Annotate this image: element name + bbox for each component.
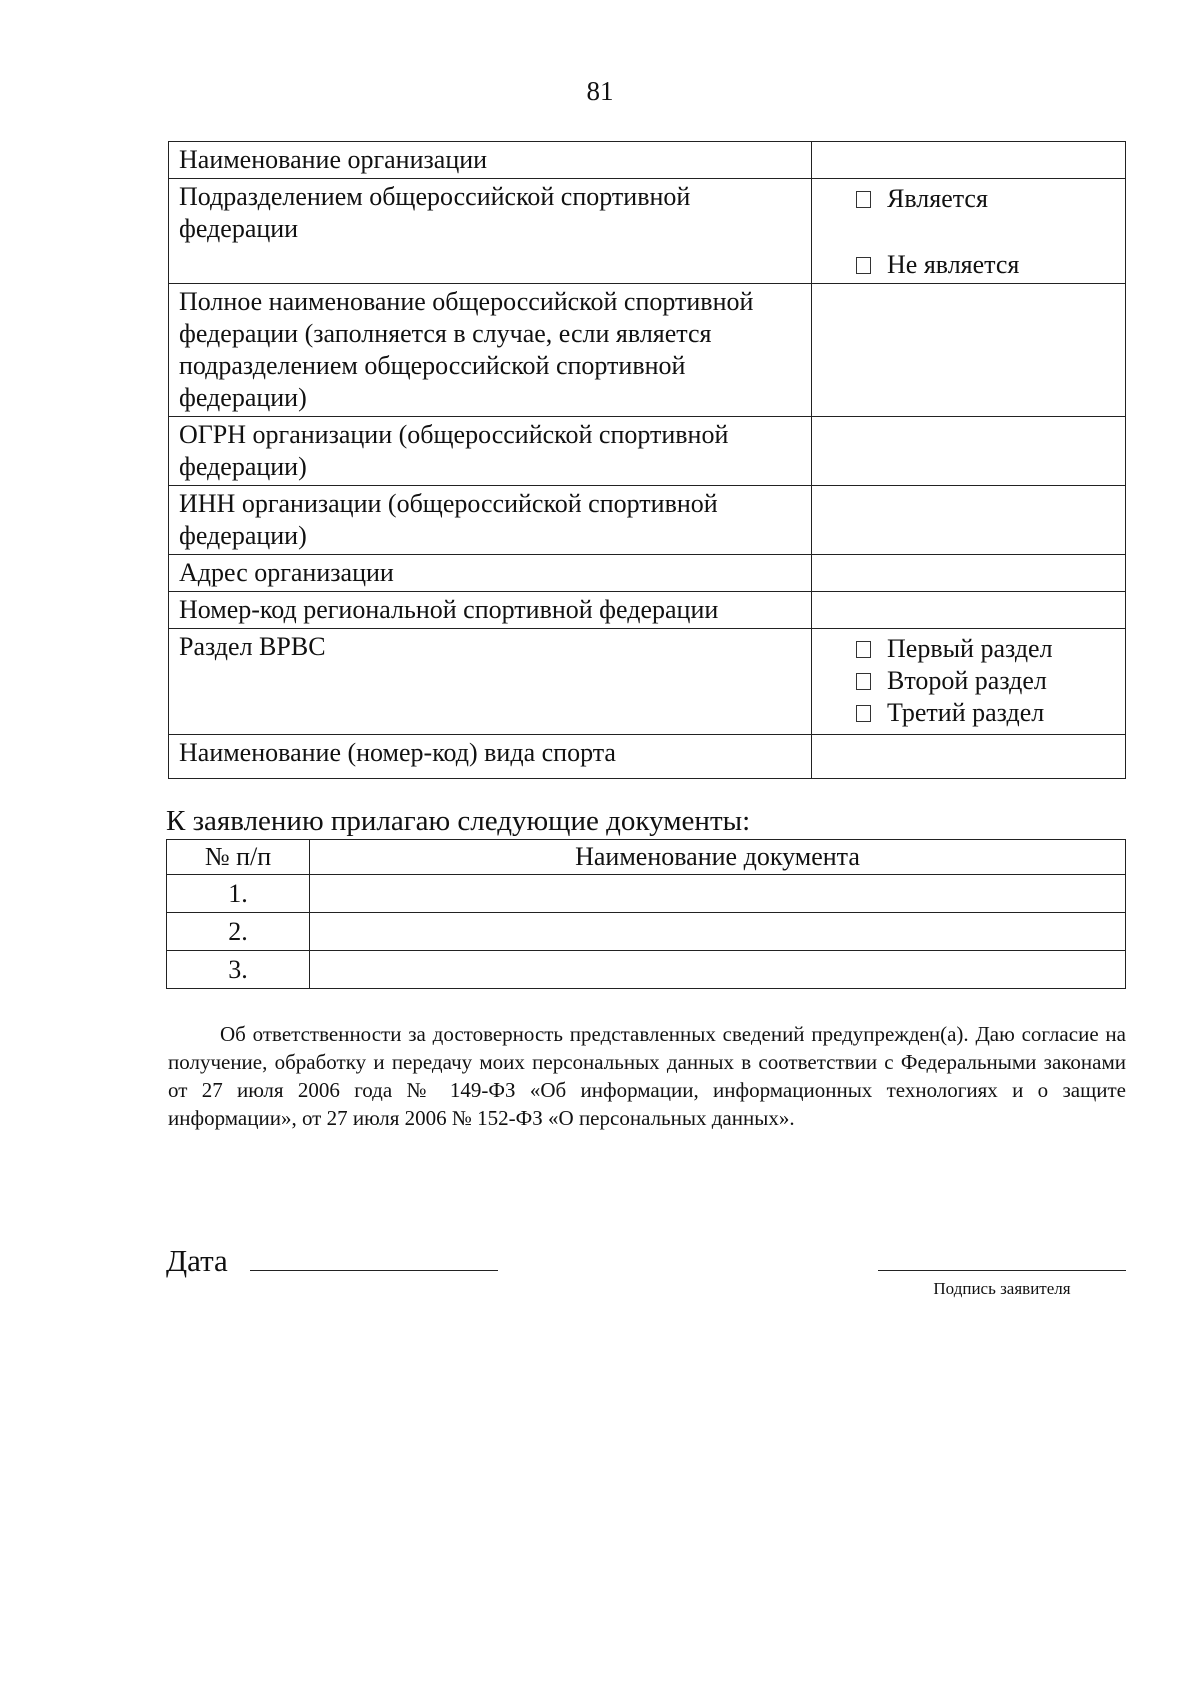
checkbox-icon[interactable]: [856, 705, 871, 722]
date-field[interactable]: [250, 1244, 498, 1271]
address-field[interactable]: [812, 555, 1126, 592]
table-row: [169, 629, 1126, 735]
row-number: 1.: [167, 875, 310, 913]
field-label: Номер-код региональной спортивной федерации: [169, 592, 812, 629]
table-row: [169, 486, 1126, 555]
table-row: [169, 179, 1126, 284]
row-number: 3.: [167, 951, 310, 989]
option-label: Второй раздел: [887, 666, 1047, 695]
column-header: Наименование документа: [310, 840, 1126, 875]
table-row: [169, 142, 1126, 179]
signature-caption: Подпись заявителя: [933, 1279, 1071, 1298]
field-label: Адрес организации: [169, 555, 812, 592]
org-name-field[interactable]: [812, 142, 1126, 179]
federation-full-name-field[interactable]: [812, 284, 1126, 417]
checkbox-icon[interactable]: [856, 257, 871, 274]
checkbox-icon[interactable]: [856, 191, 871, 208]
date-label: Дата: [166, 1243, 228, 1278]
vrvs-section-options: [812, 629, 1126, 735]
option-first-section[interactable]: [856, 633, 1125, 665]
attachments-heading: К заявлению прилагаю следующие документы:: [166, 805, 751, 837]
field-label: Раздел ВРВС: [169, 629, 812, 735]
option-label: Первый раздел: [887, 634, 1053, 663]
document-name-cell[interactable]: [310, 875, 1126, 913]
subdivision-options: [812, 179, 1126, 284]
signature-field[interactable]: [878, 1270, 1126, 1271]
consent-paragraph: Об ответственности за достоверность представленных сведений предупрежден(а). Даю согласие на получение, обработку и передачу моих персональных данных в соответствии с Федеральными законами от 27 июля 2006 года № 149-ФЗ «Об информации, информационных технологиях и о защите информации», от 27 июля 2006 № 152-ФЗ «О персональных данных».: [168, 1022, 1126, 1130]
table-row: [167, 913, 1126, 951]
option-label: Является: [887, 184, 988, 213]
field-label: Полное наименование общероссийской спортивной федерации (заполняется в случае, если является подразделением общероссийской спортивной федерации): [169, 284, 812, 417]
checkbox-icon[interactable]: [856, 641, 871, 658]
table-header-row: [167, 840, 1126, 875]
checkbox-icon[interactable]: [856, 673, 871, 690]
organization-info-table: [168, 141, 1126, 779]
table-row: [169, 417, 1126, 486]
document-name-cell[interactable]: [310, 913, 1126, 951]
attachments-table: [166, 839, 1126, 989]
sport-code-field[interactable]: [812, 735, 1126, 779]
option-third-section[interactable]: [856, 697, 1125, 729]
inn-field[interactable]: [812, 486, 1126, 555]
option-second-section[interactable]: [856, 665, 1125, 697]
table-row: [169, 284, 1126, 417]
option-is-not-subdivision[interactable]: [856, 249, 1125, 281]
document-name-cell[interactable]: [310, 951, 1126, 989]
page-number: 81: [586, 76, 614, 106]
option-label: Третий раздел: [887, 698, 1045, 727]
table-row: [169, 735, 1126, 779]
table-row: [167, 875, 1126, 913]
row-number: 2.: [167, 913, 310, 951]
table-row: [169, 592, 1126, 629]
field-label: ОГРН организации (общероссийской спортивной федерации): [169, 417, 812, 486]
ogrn-field[interactable]: [812, 417, 1126, 486]
option-is-subdivision[interactable]: [856, 183, 1125, 215]
table-row: [167, 951, 1126, 989]
column-header: № п/п: [167, 840, 310, 875]
field-label: ИНН организации (общероссийской спортивной федерации): [169, 486, 812, 555]
field-label: Наименование организации: [169, 142, 812, 179]
field-label: Наименование (номер-код) вида спорта: [169, 735, 812, 779]
option-label: Не является: [887, 250, 1020, 279]
date-block: [166, 1243, 498, 1279]
field-label: Подразделением общероссийской спортивной федерации: [169, 179, 812, 284]
regional-code-field[interactable]: [812, 592, 1126, 629]
table-row: [169, 555, 1126, 592]
